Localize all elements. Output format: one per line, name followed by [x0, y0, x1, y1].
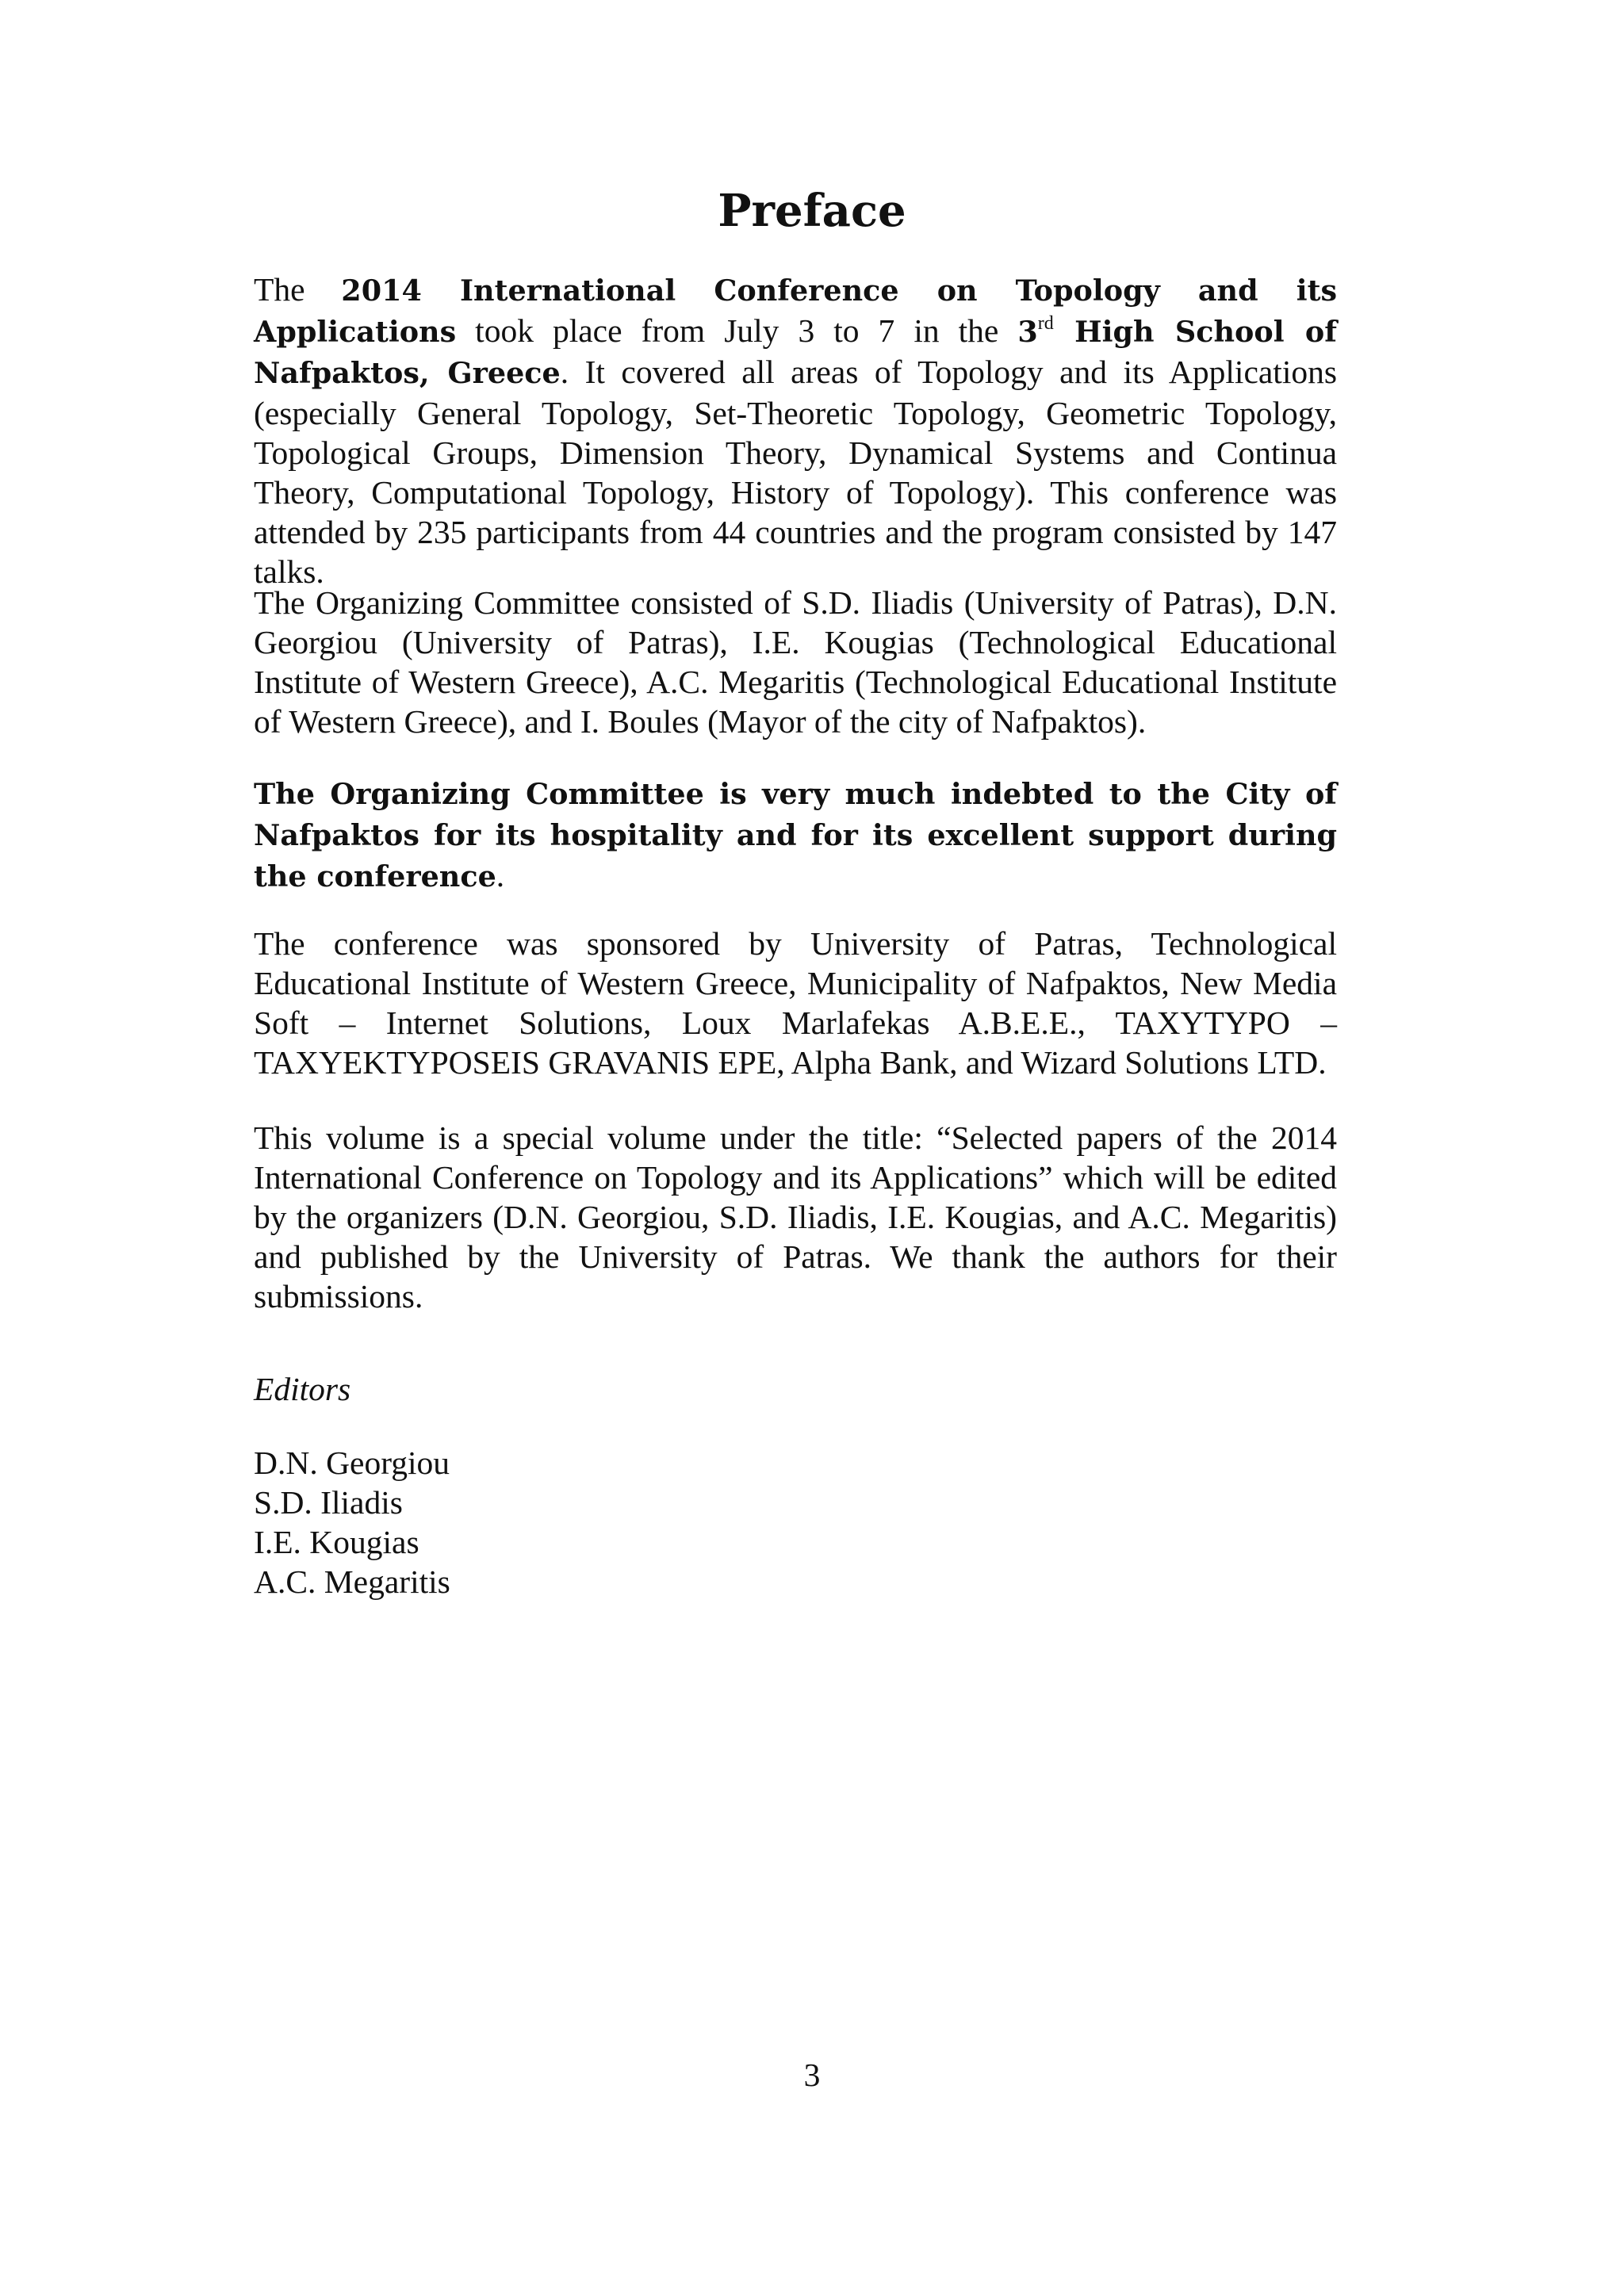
editor-name: A.C. Megaritis	[254, 1563, 450, 1600]
editor-name: D.N. Georgiou	[254, 1445, 450, 1481]
paragraph-volume-info: This volume is a special volume under the title: “Selected papers of the 2014 International Conference on Topology and its Applications” which will be edited by the organizers (D.N. Georgiou, S.D. Iliadis, I.E. Kougias, and A.C. Megaritis) and published by the University of Patras. We thank the authors for their submissions.	[254, 1119, 1337, 1314]
acknowledgement-period: .	[496, 857, 505, 894]
paragraph-sponsors: The conference was sponsored by University of Patras, Technological Educational Institute of Western Greece, Municipality of Nafpaktos, New Media Soft – Internet Solutions, Loux Marlafekas A.B.E.E., TAXYTYPO – TAXYEKTYPOSEIS GRAVANIS EPE, Alpha Bank, and Wizard Solutions LTD.	[254, 925, 1337, 1081]
p1-text-3: . It covered all areas of Topology and its Applications (especially General Topology, Set-Theoretic Topology, Geometric Topology, Topological Groups, Dimension Theory, Dynamical Systems and Continua Theory, Computational Topology, History of Topology). This conference was attended by 235 participants from 44 countries and the program consisted by 147 talks.	[254, 354, 1338, 590]
paragraph-conference-overview	[254, 270, 1337, 591]
p1-text-2: took place from July 3 to 7 in the	[456, 312, 1018, 349]
p1-venue-name: High School of Nafpaktos, Greece	[254, 315, 1337, 390]
p1-venue-ordinal: 3	[1017, 315, 1038, 349]
editors-label: Editors	[254, 1371, 351, 1407]
p1-venue-ordinal-suffix: rd	[1037, 313, 1054, 334]
acknowledgement-bold-text: The Organizing Committee is very much indebted to the City of Nafpaktos for its hospitality and for its excellent support during the conference	[254, 777, 1337, 894]
page-number: 3	[803, 2057, 821, 2093]
p1-text-1: The	[254, 271, 342, 308]
paragraph-acknowledgement	[254, 773, 1337, 897]
page-title: Preface	[718, 185, 906, 237]
paragraph-organizing-committee: The Organizing Committee consisted of S.D. Iliadis (University of Patras), D.N. Georgiou (University of Patras), I.E. Kougias (Technological Educational Institute of Western Greece), A.C. Megaritis (Technological Educational Institute of Western Greece), and I. Boules (Mayor of the city of Nafpaktos).	[254, 584, 1337, 740]
editor-name: S.D. Iliadis	[254, 1484, 403, 1521]
editor-name: I.E. Kougias	[254, 1524, 419, 1560]
editors-list	[254, 1443, 450, 1601]
p1-conference-name: 2014 International Conference on Topology and its Applications	[254, 274, 1337, 349]
